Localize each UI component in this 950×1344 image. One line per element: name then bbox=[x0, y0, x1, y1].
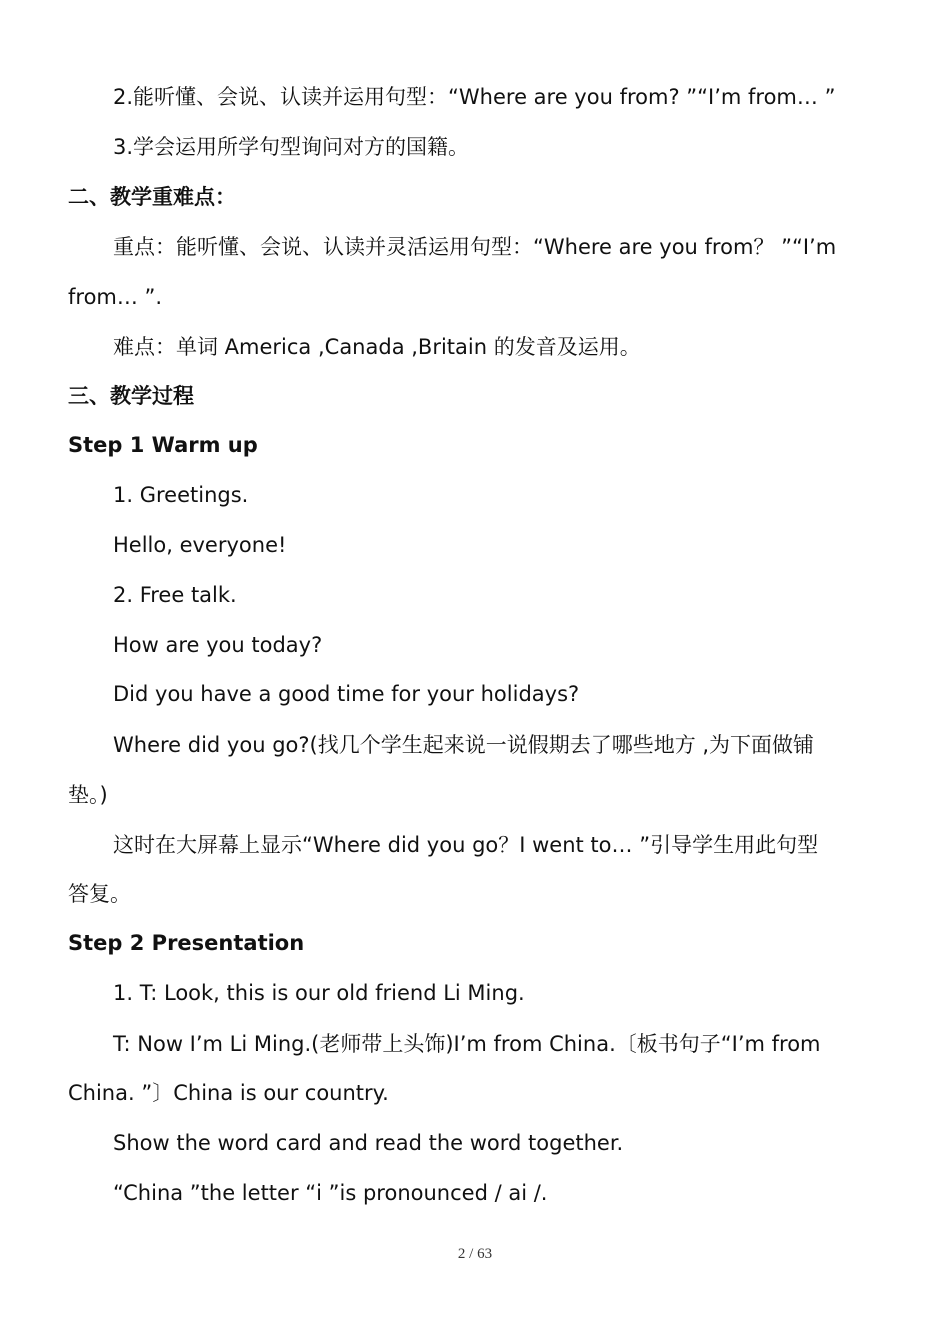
section-heading-process: 三、教学过程 bbox=[68, 384, 194, 408]
key-point-line: 重点：能听懂、会说、认读并灵活运用句型：“Where are you from？ ”“I’m bbox=[113, 235, 837, 259]
presentation-line-3: Show the word card and read the word together. bbox=[113, 1131, 624, 1155]
presentation-line-1: 1. T: Look, this is our old friend Li Ming. bbox=[113, 981, 525, 1005]
presentation-line-4: “China ”the letter “i ”is pronounced / ai /. bbox=[113, 1181, 548, 1205]
presentation-line-2-continuation: China. ”〕China is our country. bbox=[68, 1081, 389, 1105]
free-talk-item: 2. Free talk. bbox=[113, 583, 237, 607]
free-talk-question-3: Where did you go?(找几个学生起来说一说假期去了哪些地方 ,为下面做铺 bbox=[113, 733, 815, 757]
screen-display-continuation: 答复。 bbox=[68, 882, 131, 906]
free-talk-question-1: How are you today? bbox=[113, 633, 323, 657]
step-1-heading: Step 1 Warm up bbox=[68, 433, 258, 457]
screen-display-line: 这时在大屏幕上显示“Where did you go？I went to… ”引导学生用此句型 bbox=[113, 833, 819, 857]
presentation-line-2: T: Now I’m Li Ming.(老师带上头饰)I’m from China.〔板书句子“I’m from bbox=[113, 1032, 821, 1056]
objective-line-2: 2.能听懂、会说、认读并运用句型：“Where are you from? ”“I’m from… ” bbox=[113, 85, 836, 109]
greeting-text: Hello, everyone! bbox=[113, 533, 287, 557]
key-point-continuation: from… ”. bbox=[68, 285, 163, 309]
objective-line-3: 3.学会运用所学句型询问对方的国籍。 bbox=[113, 135, 470, 159]
section-heading-key-points: 二、教学重难点： bbox=[68, 185, 236, 209]
step-2-heading: Step 2 Presentation bbox=[68, 931, 305, 955]
free-talk-question-2: Did you have a good time for your holidays? bbox=[113, 682, 580, 706]
free-talk-question-3-continuation: 垫。) bbox=[68, 783, 108, 807]
greetings-item: 1. Greetings. bbox=[113, 483, 249, 507]
page-number: 2 / 63 bbox=[457, 1246, 493, 1262]
difficult-point-line: 难点：单词 America ,Canada ,Britain 的发音及运用。 bbox=[113, 335, 641, 359]
